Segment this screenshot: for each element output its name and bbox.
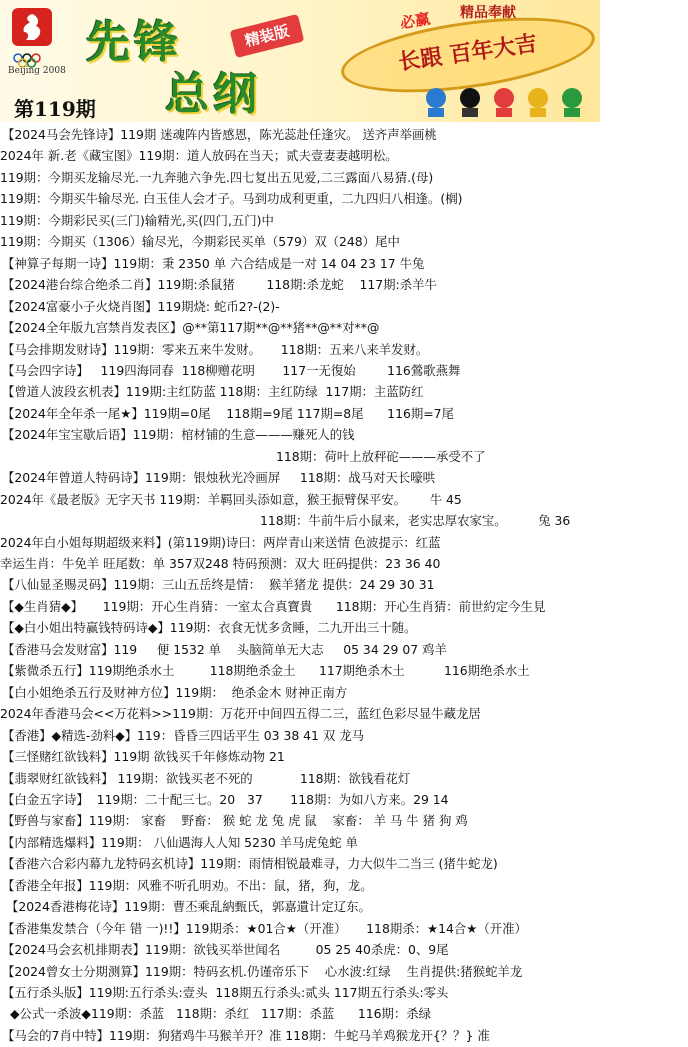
mascots-icon <box>420 84 596 118</box>
text-line: 【2024香港梅花诗】119期：曹丕乘乱納甄氏，郭嘉遺计定辽东。 <box>6 899 371 915</box>
text-line: 118期：荷叶上放秤砣———承受不了 <box>276 448 486 464</box>
text-line: 【◆生肖猜◆】 119期：开心生肖猜：一室太合真寶貴 118期：开心生肖猜：前世約定今生見 <box>2 598 546 614</box>
text-line: 119期：今期买（1306）输尽光，今期彩民买单（579）双（248）尾中 <box>0 234 400 250</box>
text-line: 2024年 新.老《藏宝图》119期：道人放码在当天；贰夫壹妻妻越明松。 <box>0 148 398 164</box>
issue-number: 第119期 <box>14 97 96 121</box>
text-line: 【马会的7肖中特】119期：狗猪鸡牛马猴羊开？准 118期：牛蛇马羊鸡猴龙开{？？} 准 <box>2 1027 490 1043</box>
text-line: 【2024富豪小子火烧肖图】119期烧: 蛇币2?-(2)- <box>2 298 280 314</box>
text-line: 【香港集发禁合（今年 错 一)!!】119期杀：★01合★（开准） 118期杀：★14合★（开准） <box>2 920 527 936</box>
text-line: 2024年《最老版》无字天书 119期：羊羁回头添如意，猴王振臂保平安。 牛 45 <box>0 491 462 507</box>
text-line: 【曾道人波段玄机表】119期:主红防蓝 118期：主红防绿 117期：主蓝防红 <box>2 384 424 400</box>
text-line: 119期：今期彩民买(三门)输精光,买(四门,五门)中 <box>0 212 274 228</box>
text-line: 119期：今期买龙输尽光.一九奔驰六争先.四七复出五见爱,二三露面八易猜.(母) <box>0 169 434 185</box>
text-line: 【紫微杀五行】119期绝杀水土 118期绝杀金土 117期绝杀木土 116期绝杀水土 <box>2 663 530 679</box>
text-line: 【白小姐绝杀五行及财神方位】119期： 绝杀金木 财神正南方 <box>2 684 348 700</box>
text-line: 【五行杀头版】119期:五行杀头:壹头 118期五行杀头:贰头 117期五行杀头:零头 <box>2 985 449 1000</box>
text-line: 【◆白小姐出特赢钱特码诗◆】119期：衣食无忧多贪睡，二九开出三十随。 <box>2 620 417 636</box>
text-line: 119期：今期买牛输尽光. 白玉佳人会才子。马到功成利更重，二九四归八相逢。(榈) <box>0 191 463 207</box>
text-line: 【2024年全年杀一尾★】119期=0尾 118期=9尾 117期=8尾 116期=7尾 <box>2 405 454 421</box>
text-line: 【三怪赌红欲钱料】119期 欲钱买千年修炼动物 21 <box>2 749 285 765</box>
header-banner <box>0 0 600 122</box>
edition-badge: 精装版 <box>230 14 305 58</box>
text-line: 【2024曾女士分期测算】119期：特码玄机.仍谨帝乐下 心水波:红绿 生肖提供:猪猴蛇羊龙 <box>2 963 523 979</box>
text-line: 【神算子每期一诗】119期：秉 2350 单 六合结成是一对 14 04 23 17 牛兔 <box>2 255 425 271</box>
tag-left: 必赢 <box>398 9 432 33</box>
text-line: 【香港】◆精选-劲料◆】119：昏昏三四话平生 03 38 41 双 龙马 <box>2 727 364 743</box>
text-line: 【2024全年版九宫禁肖发表区】@**第117期**@**猪**@**对**@ <box>2 320 380 336</box>
text-line: 2024年白小姐每期超级来料】(第119期)诗曰：两岸青山来送情 色波提示：红蓝 <box>0 534 441 550</box>
olympic-emblem-icon <box>8 6 56 68</box>
text-line: 【白金五字诗】 119期：二十配三七。20 37 118期：为如八方来。29 14 <box>2 791 449 807</box>
text-line: 【香港全年报】119期：风雅不听孔明劝。不出：鼠，猪，狗，龙。 <box>2 877 373 893</box>
text-line: 【八仙显圣赐灵码】119期：三山五岳终是情： 猴羊猪龙 提供：24 29 30 31 <box>2 577 435 593</box>
text-line: 【野兽与家畜】119期： 家畜 野畜： 猴 蛇 龙 兔 虎 鼠 家畜： 羊 马 牛 猪 狗 鸡 <box>2 813 468 829</box>
text-line: 【翡翠财红欲钱料】 119期：欲钱买老不死的 118期：欲钱看花灯 <box>2 770 411 786</box>
text-line: 【马会排期发财诗】119期：零来五来牛发财。 118期：五来八来羊发财。 <box>2 341 429 357</box>
text-line: ◆公式一杀波◆119期：杀蓝 118期：杀红 117期：杀蓝 116期：杀绿 <box>6 1006 432 1022</box>
text-line: 【2024年宝宝歇后语】119期：棺材铺的生意———赚死人的钱 <box>2 427 355 443</box>
text-line: 【香港马会发财富】119 便 1532 单 头脑简单无大志 05 34 29 07 鸡羊 <box>2 641 447 657</box>
text-line: 【2024马会玄机排期表】119期：欲钱买举世闻名 05 25 40杀虎：0、9尾 <box>2 942 449 958</box>
text-line: 【2024港台综合绝杀二肖】119期:杀鼠猪 118期:杀龙蛇 117期:杀羊牛 <box>2 277 437 293</box>
olympic-caption: Beijing 2008 <box>8 66 66 76</box>
text-line: 【2024马会先锋诗】119期 迷魂阵内皆感恩，陈光蕊赴任逢灾。 送齐声举画桃 <box>2 127 437 142</box>
text-line: 【内部精选爆料】119期： 八仙遇海人人知 5230 羊马虎兔蛇 单 <box>2 834 358 850</box>
text-line: 118期：牛前牛后小鼠来，老实忠厚农家宝。 兔 36 <box>260 513 571 529</box>
page-title-line2: 总纲 <box>165 69 261 120</box>
tag-right: 精品奉献 <box>460 5 516 21</box>
page-title: 先锋 <box>86 17 182 68</box>
slogan: 长跟 百年大吉 <box>337 5 600 106</box>
text-line: 幸运生肖：牛免羊 旺尾数：单 357双248 特码预测：双大 旺码提供：23 36 40 <box>0 556 441 571</box>
text-line: 【马会四字诗】 119四海同春 118柳赠花明 117一无復始 116鶯歌燕舞 <box>2 362 461 378</box>
text-line: 【香港六合彩内幕九龙特码玄机诗】119期：雨情相锐最难寻，力大似牛二当三 (猪牛蛇龙) <box>2 856 498 872</box>
text-line: 2024年香港马会<<万花料>>119期：万花开中间四五得二三，蓝红色彩尽显牛藏龙居 <box>0 706 481 722</box>
text-line: 【2024年曾道人特码诗】119期：银烛秋光冷画屏 118期：战马对天长嚎哄 <box>2 470 436 486</box>
